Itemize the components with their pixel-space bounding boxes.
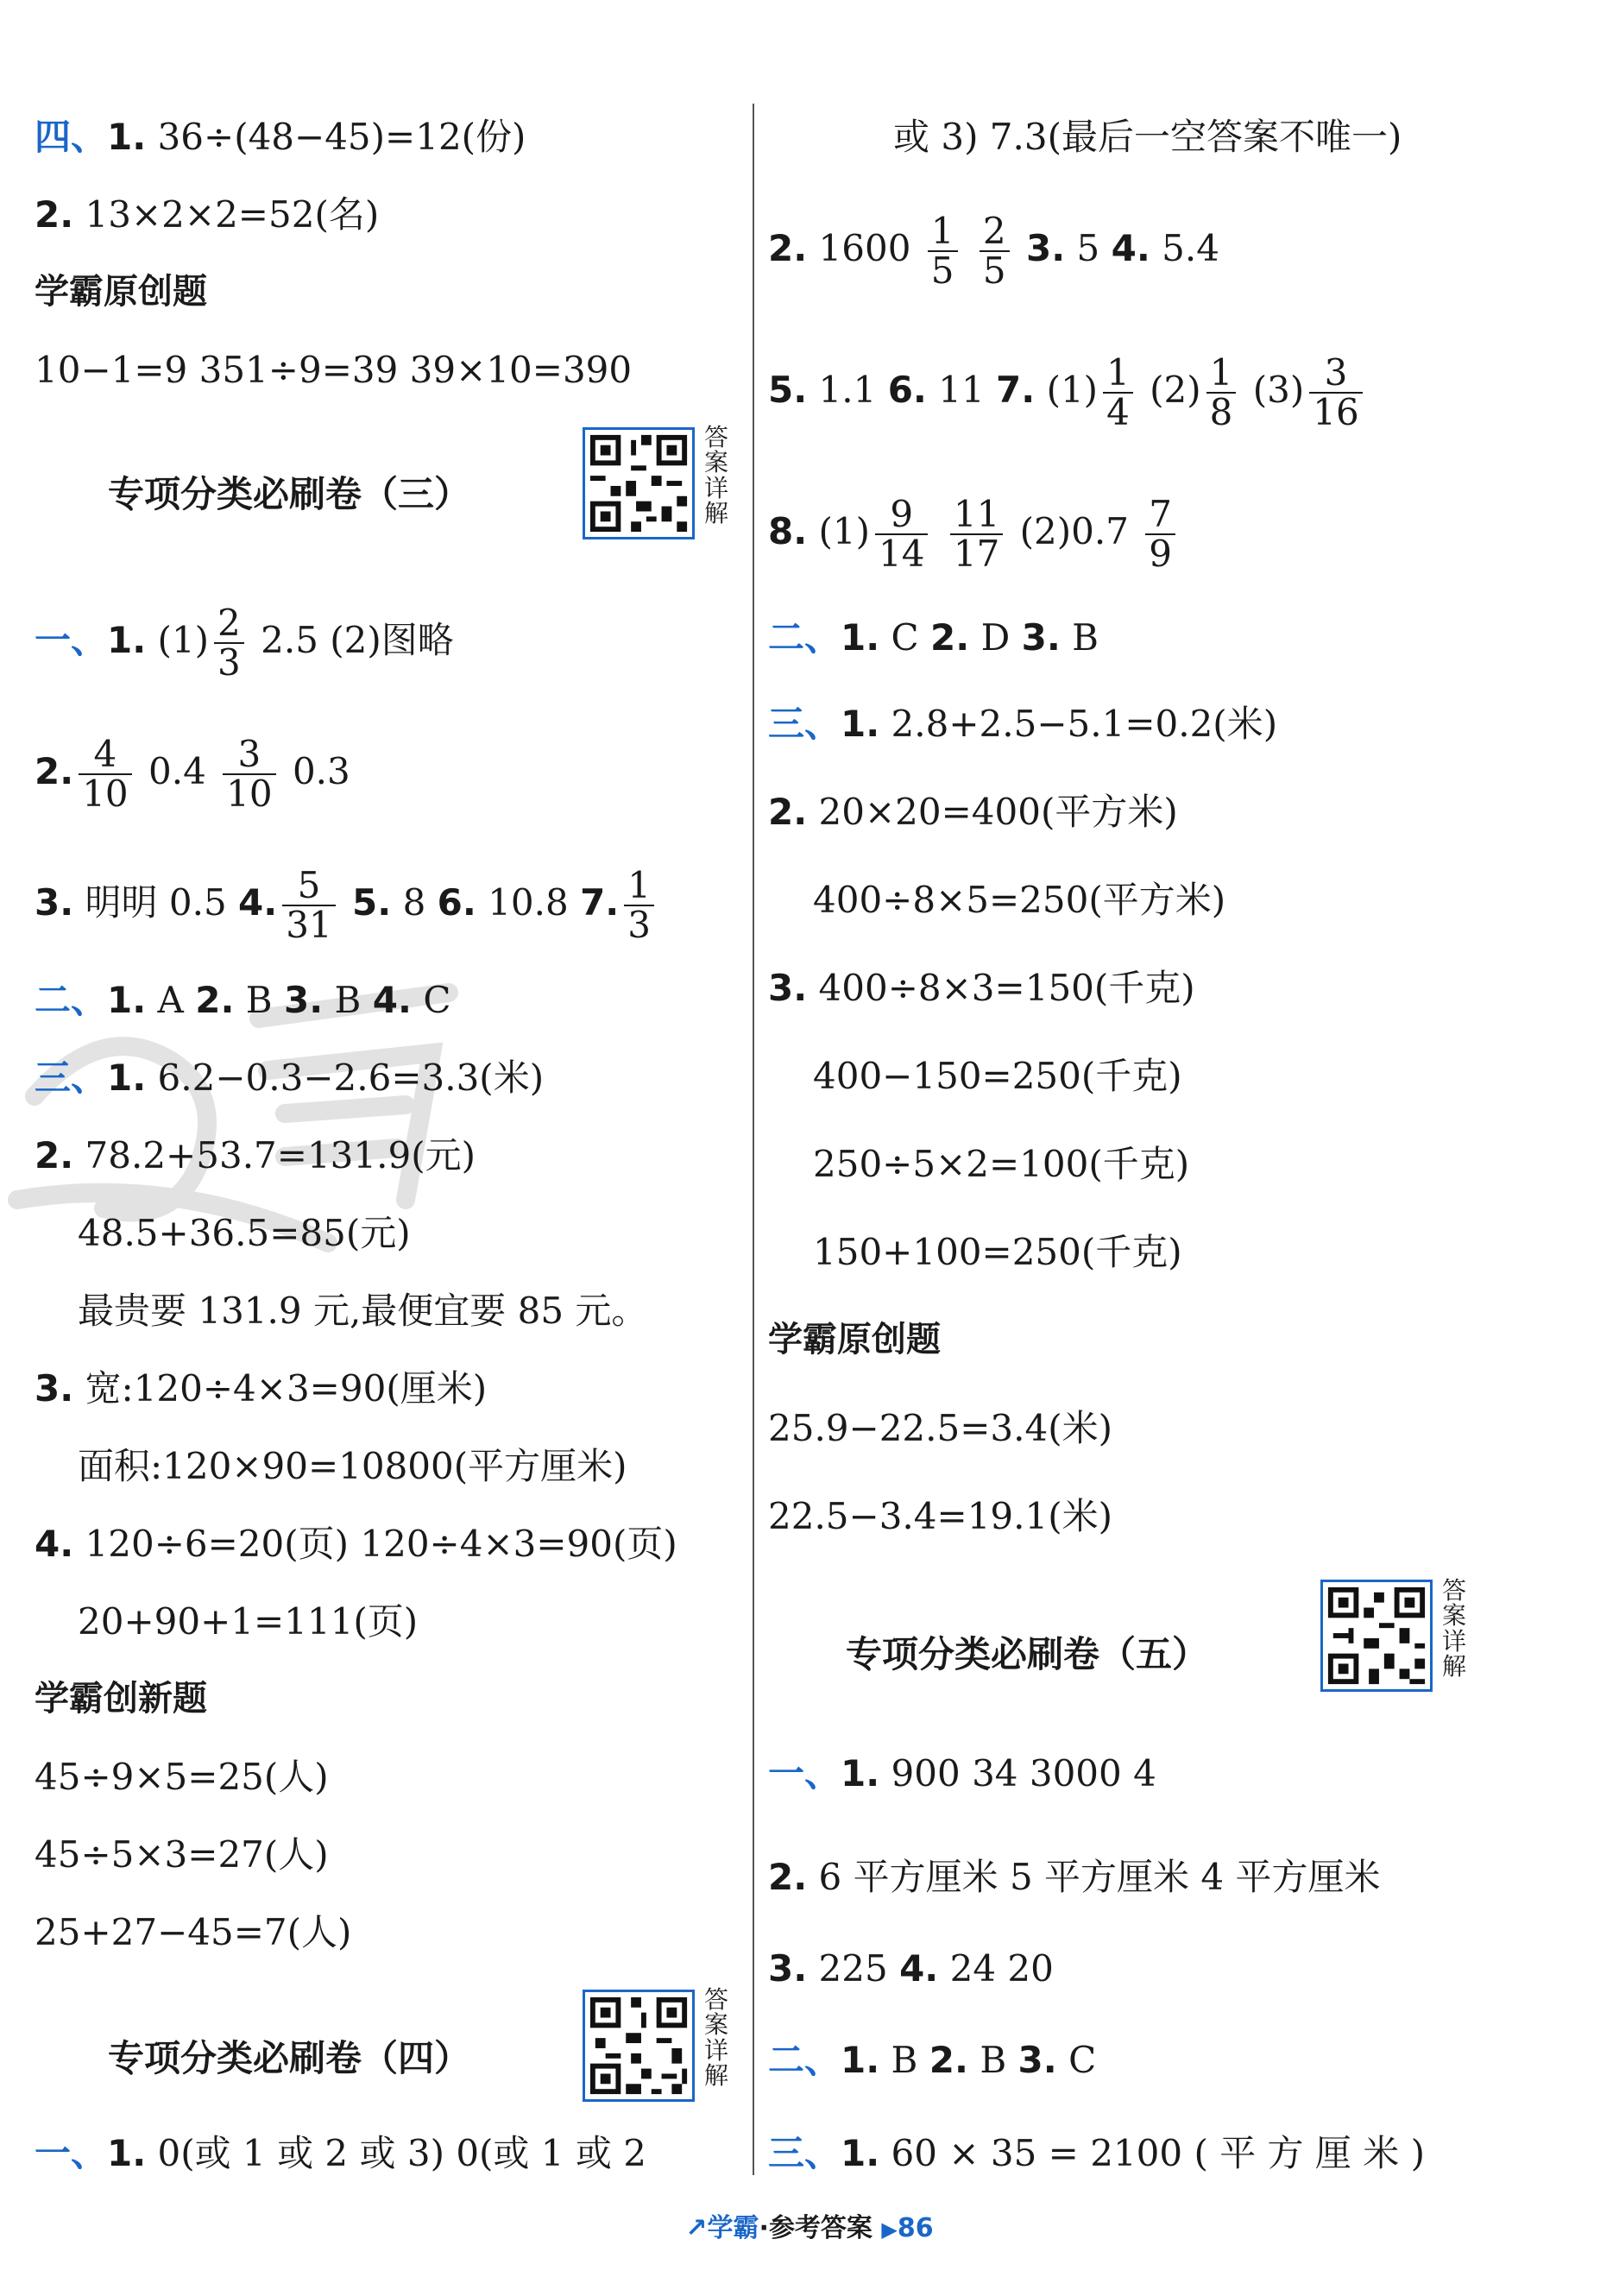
play-arrow-icon: ▶ [881,2217,898,2242]
fraction: $\frac{2}{5}$ [980,212,1010,290]
answer-line: 一、1. (1) $\frac{2}{3}$ 2.5 (2)图略 [35,602,454,684]
right-column [751,0,1619,2296]
answer-line: 25+27−45=7(人) [35,1911,352,1953]
answer-line: 4. 120÷6=20(页) 120÷4×3=90(页) [35,1523,677,1565]
paper-title: 专项分类必刷卷（五） [846,1633,1209,1675]
answer-line: 45÷5×3=27(人) [35,1833,329,1876]
answer-line: 3. 400÷8×3=150(千克) [768,967,1195,1009]
fraction: $\frac{5}{31}$ [282,867,335,944]
answer-line: 10−1=9 351÷9=39 39×10=390 [35,349,633,391]
answer-line: 一、1. 0(或 1 或 2 或 3) 0(或 1 或 2 [35,2132,646,2174]
answer-line: 三、1. 6.2−0.3−2.6=3.3(米) [35,1057,545,1099]
paper-title: 专项分类必刷卷（四） [108,2037,471,2079]
qr-code[interactable] [1320,1580,1433,1692]
fraction: $\frac{7}{9}$ [1145,495,1175,573]
fraction: $\frac{1}{8}$ [1206,354,1237,432]
answer-line: 三、1. 2.8+2.5−5.1=0.2(米) [768,703,1278,745]
fraction: $\frac{2}{3}$ [214,604,244,682]
answer-line: 48.5+36.5=85(元) [78,1212,411,1254]
fraction: $\frac{11}{17}$ [950,495,1003,573]
fraction: $\frac{4}{10}$ [79,735,131,813]
answer-line: 2. 20×20=400(平方米) [768,791,1178,833]
answer-line: 3. 明明 0.5 4. $\frac{5}{31}$ 5. 8 6. 10.8 7. $\frac{1}{3}$ [35,867,659,944]
page-number: 86 [897,2213,934,2243]
left-column [0,0,751,2296]
brand-logo-icon: ↗ [685,2213,708,2243]
qr-label: 答案详解 [1441,1576,1466,1681]
fraction: $\frac{1}{5}$ [928,212,958,290]
qr-label: 答案详解 [703,1985,728,2091]
answer-line: 20+90+1=111(页) [78,1600,419,1643]
answer-line: 二、1. B 2. B 3. C [768,2039,1097,2081]
answer-line: 3. 宽:120÷4×3=90(厘米) [35,1367,488,1410]
answer-line: 2. 1600 $\frac{1}{5}$ $\frac{2}{5}$ 3. 5 4. 5.4 [768,210,1219,293]
fraction: $\frac{9}{14}$ [875,495,928,573]
footer-label: 参考答案 [768,2213,872,2243]
answer-line: 3. 225 4. 24 20 [768,1947,1054,1990]
section-heading: 学霸原创题 [35,272,207,312]
answer-line: 400−150=250(千克) [813,1055,1182,1097]
qr-label: 答案详解 [703,423,728,528]
page-footer [0,2206,1619,2244]
answer-line: 一、1. 900 34 3000 4 [768,1752,1156,1795]
footer-dot: · [759,2213,769,2243]
qr-code[interactable] [583,1990,695,2102]
fraction: $\frac{1}{4}$ [1103,354,1133,432]
section-heading: 学霸原创题 [768,1320,941,1359]
fraction: $\frac{1}{3}$ [624,867,654,944]
answer-line: 150+100=250(千克) [813,1231,1182,1273]
fraction: $\frac{3}{16}$ [1309,354,1362,432]
answer-line: 25.9−22.5=3.4(米) [768,1407,1112,1449]
answer-line: 最贵要 131.9 元,最便宜要 85 元。 [78,1290,648,1332]
answer-line: 400÷8×5=250(平方米) [813,879,1226,921]
answer-line: 8. (1) $\frac{9}{14}$ $\frac{11}{17}$ (2)0.7 $\frac{7}{9}$ [768,495,1181,573]
answer-line: 二、1. A 2. B 3. B 4. C [35,979,451,1021]
answer-line: 面积:120×90=10800(平方厘米) [78,1445,627,1487]
answer-line: 2. 78.2+53.7=131.9(元) [35,1134,476,1176]
answer-line: 四、1. 36÷(48−45)=12(份) [35,116,526,158]
answer-line: 2. $\frac{4}{10}$ 0.4 $\frac{3}{10}$ 0.3 [35,733,350,816]
answer-line: 2. 6 平方厘米 5 平方厘米 4 平方厘米 [768,1856,1381,1898]
paper-title: 专项分类必刷卷（三） [108,473,471,515]
answer-line: 5. 1.1 6. 11 7. (1) $\frac{1}{4}$ (2) $\frac{1}{8}$ (3) $\frac{3}{16}$ [768,354,1368,432]
answer-line: 45÷9×5=25(人) [35,1756,329,1798]
answer-line: 22.5−3.4=19.1(米) [768,1495,1112,1537]
answer-line: 250÷5×2=100(千克) [813,1143,1190,1185]
section-heading: 学霸创新题 [35,1679,207,1719]
footer-brand: 学霸 [707,2213,759,2243]
answer-line: 或 3) 7.3(最后一空答案不唯一) [893,116,1402,158]
answer-line: 2. 13×2×2=52(名) [35,193,380,236]
qr-code[interactable] [583,427,695,539]
answer-line: 三、1. 60 × 35 = 2100 ( 平 方 厘 米 ) [768,2132,1425,2174]
answer-line: 二、1. C 2. D 3. B [768,616,1099,659]
fraction: $\frac{3}{10}$ [223,735,275,813]
